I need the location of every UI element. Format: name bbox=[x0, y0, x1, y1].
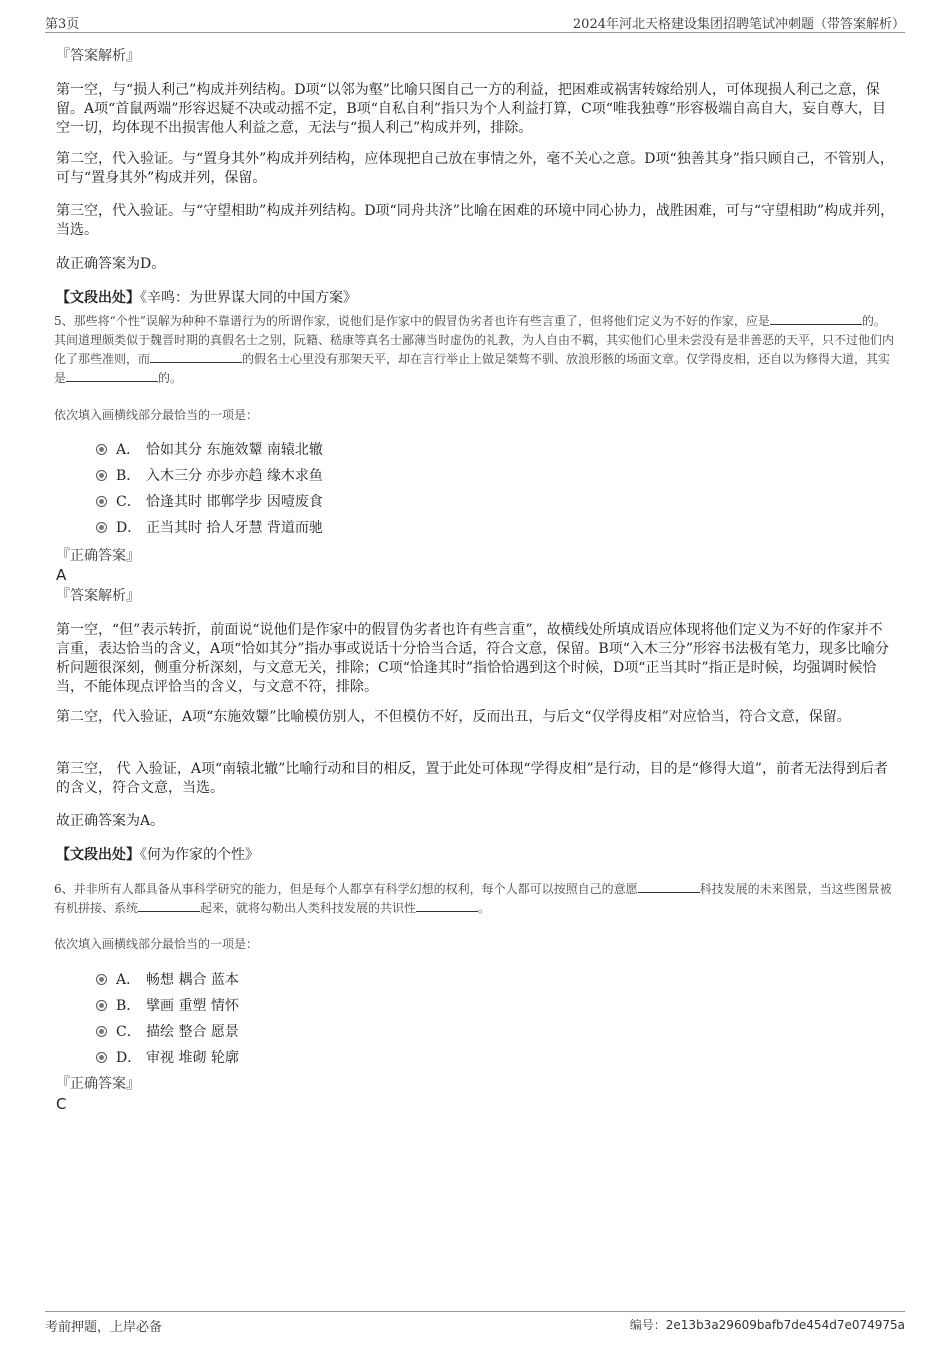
analysis-paragraph: 第三空， 代 入验证，A项“南辕北辙”比喻行动和目的相反，置于此处可体现“学得皮相”是行动，目的是“修得大道”，前者无法得到后者的含义，符合文意，当选。 bbox=[56, 761, 888, 796]
option-d[interactable]: D． 正当其时 拾人牙慧 背道而驰 bbox=[96, 518, 323, 538]
option-b[interactable]: B． 擘画 重塑 情怀 bbox=[96, 996, 239, 1016]
radio-button[interactable] bbox=[96, 444, 107, 455]
analysis-paragraph: 第一空，“但”表示转折，前面说“说他们是作家中的假冒伪劣者也许有些言重”，故横线处所填成语应体现将他们定义为不好的作家并不言重，表达恰当的含义，A项“恰如其分”指办事或说话十分恰当合适，符合文意，保留。B项“入木三分”形容书法极有笔力，现多比喻分析问题很深刻，侧重分析深刻，与文意无关，排除；C项“恰逢其时”指恰恰遇到这个时候，D项“正当其时”指正是时候，均强调时候恰当，不能体现点评恰当的含义，与文意不符，排除。 bbox=[56, 622, 890, 695]
question-stem: 5、那些将“个性”误解为种种不靠谱行为的所谓作家，说他们是作家中的假冒伪劣者也许有些言重了，但将他们定义为不好的作家，应是 的。其间道理颇类似于魏晋时期的真假名士之别，阮籍、嵇康等真名士鄙薄当时虚伪的礼教，为人自由不羁，其实他们心里未尝没有是非善恶的天平，只不过他们内化了那些准则，而 的假名士心里没有那架天平，却在言行举止上做足桀骜不驯、放浪形骸的场面文章。仅学得皮相，还自以为修得大道，其实是 的。 bbox=[54, 314, 895, 385]
option-c[interactable]: C． 描绘 整合 愿景 bbox=[96, 1022, 239, 1042]
source-label: 【文段出处】 bbox=[56, 847, 140, 863]
radio-button[interactable] bbox=[96, 496, 107, 507]
radio-button[interactable] bbox=[96, 974, 107, 985]
option-a[interactable]: A． 恰如其分 东施效颦 南辕北辙 bbox=[96, 440, 323, 460]
analysis-paragraph: 第二空，代入验证，A项“东施效颦”比喻模仿别人，不但模仿不好，反而出丑，与后文“仅学得皮相”对应恰当，符合文意，保留。 bbox=[56, 709, 851, 725]
source-title: 《何为作家的个性》 bbox=[140, 847, 259, 863]
source-citation bbox=[56, 845, 896, 865]
page-header bbox=[45, 10, 905, 33]
source-title: 《辛鸣：为世界谋大同的中国方案》 bbox=[140, 290, 357, 306]
analysis-heading: 『答案解析』 bbox=[56, 48, 140, 64]
conclusion: 故正确答案为D。 bbox=[56, 256, 166, 272]
source-citation bbox=[56, 288, 896, 308]
option-list bbox=[56, 970, 896, 1070]
radio-button[interactable] bbox=[96, 1026, 107, 1037]
conclusion: 故正确答案为A。 bbox=[56, 813, 165, 829]
fill-blank bbox=[416, 899, 478, 912]
radio-button[interactable] bbox=[96, 522, 107, 533]
correct-answer: A bbox=[56, 566, 67, 584]
radio-button[interactable] bbox=[96, 1052, 107, 1063]
question-prompt: 依次填入画横线部分最恰当的一项是： bbox=[54, 937, 259, 951]
document-id: 编号：2e13b3a29609bafb7de454d7e074975a bbox=[629, 1318, 905, 1332]
option-c[interactable]: C． 恰逢其时 邯郸学步 因噎废食 bbox=[96, 492, 323, 512]
answer-heading: 『正确答案』 bbox=[56, 1076, 140, 1092]
correct-answer: C bbox=[56, 1095, 67, 1113]
option-a[interactable]: A． 畅想 耦合 蓝本 bbox=[96, 970, 239, 990]
fill-blank bbox=[138, 899, 200, 912]
fill-blank bbox=[150, 350, 242, 363]
analysis-heading: 『答案解析』 bbox=[56, 588, 140, 604]
question-prompt: 依次填入画横线部分最恰当的一项是： bbox=[54, 408, 259, 422]
page-footer bbox=[45, 1311, 905, 1336]
option-d[interactable]: D． 审视 堆砌 轮廓 bbox=[96, 1048, 239, 1068]
document-title: 2024年河北天格建设集团招聘笔试冲刺题（带答案解析） bbox=[572, 17, 905, 32]
radio-button[interactable] bbox=[96, 1000, 107, 1011]
option-list bbox=[56, 440, 896, 540]
analysis-paragraph: 第一空，与“损人利己”构成并列结构。D项“以邻为壑”比喻只图自己一方的利益，把困难或祸害转嫁给别人，可体现损人利己之意，保留。A项“首鼠两端”形容迟疑不决或动摇不定，B项“自私自利”指只为个人利益打算，C项“唯我独尊”形容极端自高自大，妄自尊大，目空一切，均体现不出损害他人利益之意，无法与“损人利己”构成并列，排除。 bbox=[56, 82, 887, 136]
question-stem: 6、并非所有人都具备从事科学研究的能力，但是每个人都享有科学幻想的权利，每个人都可以按照自己的意愿 科技发展的未来图景，当这些图景被有机拼接、系统 起来，就将勾勒出人类科技发展的共识性 。 bbox=[54, 882, 892, 915]
source-label: 【文段出处】 bbox=[56, 290, 140, 306]
footer-slogan: 考前押题，上岸必备 bbox=[45, 1320, 163, 1335]
fill-blank bbox=[770, 312, 862, 325]
page-number: 第3页 bbox=[45, 17, 80, 32]
fill-blank bbox=[638, 880, 700, 893]
analysis-paragraph: 第二空，代入验证。与“置身其外”构成并列结构，应体现把自己放在事情之外，毫不关心之意。D项“独善其身”指只顾自己，不管别人，可与“置身其外”构成并列，保留。 bbox=[56, 151, 894, 186]
analysis-paragraph: 第三空，代入验证。与“守望相助”构成并列结构。D项“同舟共济”比喻在困难的环境中同心协力，战胜困难，可与“守望相助”构成并列，当选。 bbox=[56, 203, 895, 238]
answer-heading: 『正确答案』 bbox=[56, 548, 140, 564]
fill-blank bbox=[66, 369, 158, 382]
radio-button[interactable] bbox=[96, 470, 107, 481]
option-b[interactable]: B． 入木三分 亦步亦趋 缘木求鱼 bbox=[96, 466, 323, 486]
